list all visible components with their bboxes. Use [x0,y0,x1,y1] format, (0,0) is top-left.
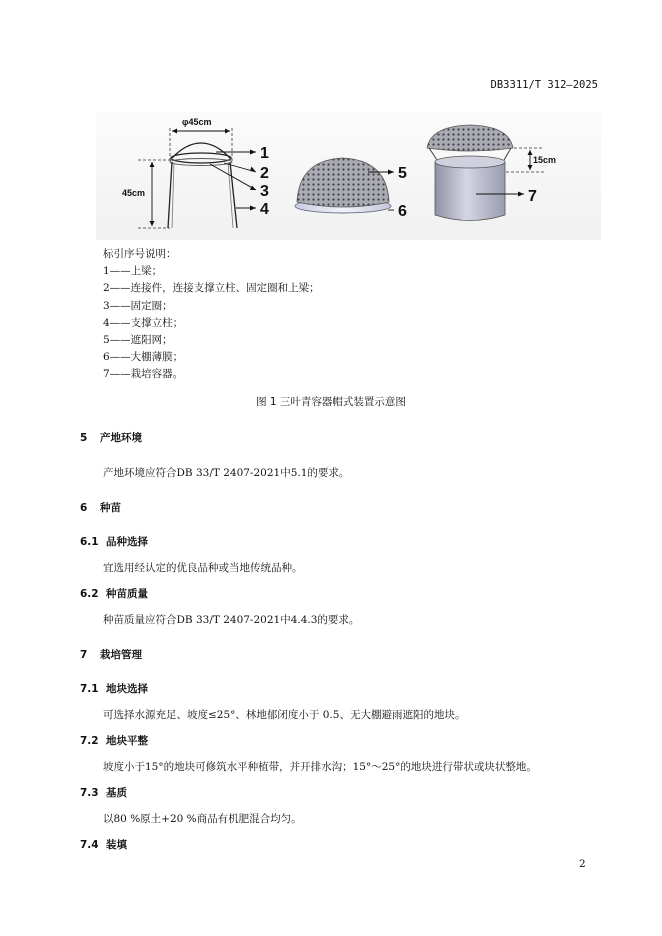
label-5: 5 [398,165,407,182]
dome-drawing [295,158,407,220]
section-number: 6 [80,502,88,514]
section-title: 装填 [106,839,127,851]
legend-title: 标引序号说明： [103,248,177,260]
gap-dimension: 15cm [533,155,557,165]
section-number: 5 [80,432,88,444]
section-title: 地块平整 [106,735,148,747]
section-number: 7.2 [80,735,99,747]
section-title: 品种选择 [106,536,148,548]
section-title: 基质 [106,787,127,799]
section-title: 栽培管理 [100,649,142,661]
section-title: 种苗 [100,502,121,514]
section-6-1-heading [80,534,148,549]
section-5-heading [80,430,142,445]
section-title: 种苗质量 [106,588,148,600]
section-6-2-heading [80,586,148,601]
section-7-2-heading [80,733,148,748]
document-code: DB3311/T 312—2025 [490,79,598,91]
legend-item-2: 2——连接件，连接支撑立柱、固定圈和上梁； [103,282,320,295]
assembled-drawing [427,125,556,221]
figure-legend [103,246,320,384]
section-number: 7.3 [80,787,99,799]
label-6: 6 [398,203,407,220]
section-number: 7.1 [80,683,99,695]
label-7: 7 [528,188,537,205]
legend-item-5: 5——遮阳网； [103,334,173,347]
section-7-4-heading [80,837,127,852]
frame-drawing [122,117,269,228]
section-title: 地块选择 [106,683,148,695]
legend-item-6: 6——大棚薄膜； [103,351,184,364]
diameter-dimension: φ45cm [182,117,212,127]
label-1: 1 [260,145,269,162]
page-number: 2 [579,858,586,870]
legend-item-3: 3——固定圈； [103,299,173,312]
figure-caption: 图 1 三叶青容器帽式装置示意图 [256,396,406,408]
section-7-3-text: 以80 %原土+20 %商品有机肥混合均匀。 [103,813,302,825]
section-6-2-text: 种苗质量应符合DB 33/T 2407-2021中4.4.3的要求。 [103,614,360,626]
legend-item-1: 1——上梁； [103,265,163,278]
height-dimension: 45cm [122,188,146,198]
label-3: 3 [260,183,269,200]
label-4: 4 [260,201,269,218]
section-title: 产地环境 [100,432,142,444]
device-figure [96,112,601,240]
section-7-1-text: 可选择水源充足、坡度≤25°、林地郁闭度小于 0.5、无大棚避雨遮阳的地块。 [103,709,466,721]
section-7-heading [80,647,142,662]
device-diagram [96,112,601,240]
label-2: 2 [260,165,269,182]
section-7-1-heading [80,681,148,696]
section-7-3-heading [80,785,127,800]
section-5-text: 产地环境应符合DB 33/T 2407-2021中5.1的要求。 [103,467,350,479]
section-number: 6.2 [80,588,99,600]
section-6-1-text: 宜选用经认定的优良品种或当地传统品种。 [103,562,303,574]
legend-item-7: 7——栽培容器。 [103,368,184,381]
section-number: 6.1 [80,536,99,548]
section-number: 7 [80,649,88,661]
legend-item-4: 4——支撑立柱； [103,316,184,329]
section-7-2-text: 坡度小于15°的地块可修筑水平种植带，并开排水沟；15°～25°的地块进行带状或块状整地。 [103,761,537,773]
section-6-heading [80,500,121,515]
section-number: 7.4 [80,839,99,851]
